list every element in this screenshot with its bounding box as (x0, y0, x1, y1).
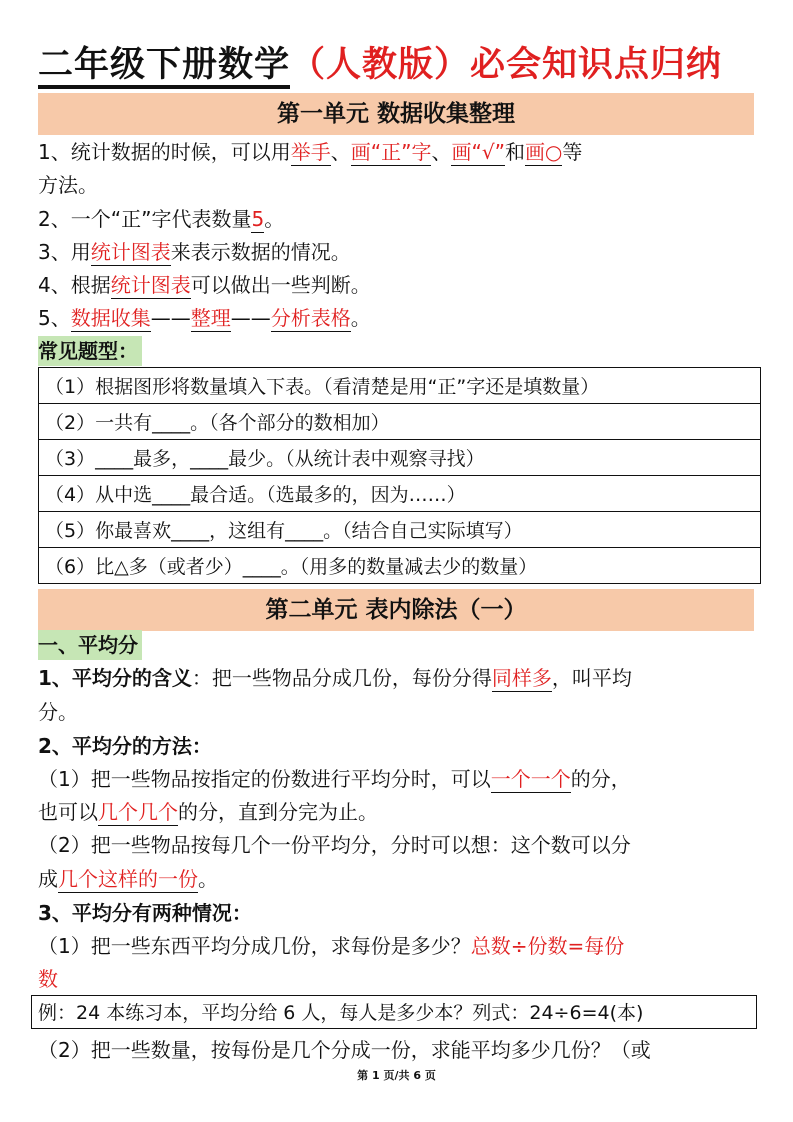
table-cell: （1）根据图形将数量填入下表。（看清楚是用“正”字还是填数量） (39, 368, 761, 404)
example-box: 例：24 本练习本，平均分给 6 人，每人是多少本？列式：24÷6=4(本) (31, 995, 757, 1029)
page-title (38, 40, 793, 90)
common-question-types-label: 常见题型： (38, 336, 142, 366)
unit2-p3-heading: 3、平均分有两种情况： (38, 901, 252, 925)
unit2-p1: 1、平均分的含义：把一些物品分成几份，每份分得同样多，叫平均 (38, 666, 632, 690)
question-types-table (38, 367, 761, 584)
page-footer: 第 1 页/共 6 页 (357, 1069, 436, 1082)
table-row (39, 368, 761, 404)
table-row (39, 440, 761, 476)
unit2-p2-heading: 2、平均分的方法： (38, 734, 212, 758)
unit1-heading: 第一单元 数据收集整理 (38, 93, 754, 135)
table-cell: （6）比△多（或者少）____。（用多的数量减去少的数量） (39, 548, 761, 584)
table-row (39, 476, 761, 512)
unit2-heading: 第二单元 表内除法（一） (38, 589, 754, 631)
title-edition: （人教版）必会知识点归纳 (290, 45, 723, 85)
unit2-p2d: 成几个这样的一份。 (38, 867, 218, 891)
unit2-p2c: （2）把一些物品按每几个一份平均分，分时可以想：这个数可以分 (38, 833, 631, 857)
unit2-p2b: 也可以几个几个的分，直到分完为止。 (38, 800, 378, 824)
table-cell: （2）一共有____。（各个部分的数相加） (39, 404, 761, 440)
unit2-p3a-cont: 数 (38, 967, 58, 991)
unit2-p3c: （2）把一些数量，按每份是几个分成一份，求能平均多少几份？（或 (38, 1038, 651, 1062)
unit2-p3a: （1）把一些东西平均分成几份，求每份是多少？总数÷份数=每份 (38, 934, 625, 958)
title-main: 二年级下册数学 (38, 45, 290, 89)
unit2-p1-cont: 分。 (38, 700, 78, 724)
unit1-line5: 5、数据收集——整理——分析表格。 (38, 306, 371, 330)
table-row (39, 512, 761, 548)
table-row (39, 548, 761, 584)
unit1-line1: 1、统计数据的时候，可以用举手、画“正”字、画“√”和画○等 (38, 140, 583, 164)
table-cell: （5）你最喜欢____，这组有____。（结合自己实际填写） (39, 512, 761, 548)
unit1-line1-cont: 方法。 (38, 173, 98, 197)
table-row (39, 404, 761, 440)
unit1-line2: 2、一个“正”字代表数量5。 (38, 207, 285, 231)
section-average-division: 一、平均分 (38, 630, 142, 660)
table-cell: （4）从中选____最合适。（选最多的，因为……） (39, 476, 761, 512)
unit2-p2a: （1）把一些物品按指定的份数进行平均分时，可以一个一个的分， (38, 767, 631, 791)
unit1-line4: 4、根据统计图表可以做出一些判断。 (38, 273, 371, 297)
unit1-line3: 3、用统计图表来表示数据的情况。 (38, 240, 351, 264)
table-cell: （3）____最多，____最少。（从统计表中观察寻找） (39, 440, 761, 476)
